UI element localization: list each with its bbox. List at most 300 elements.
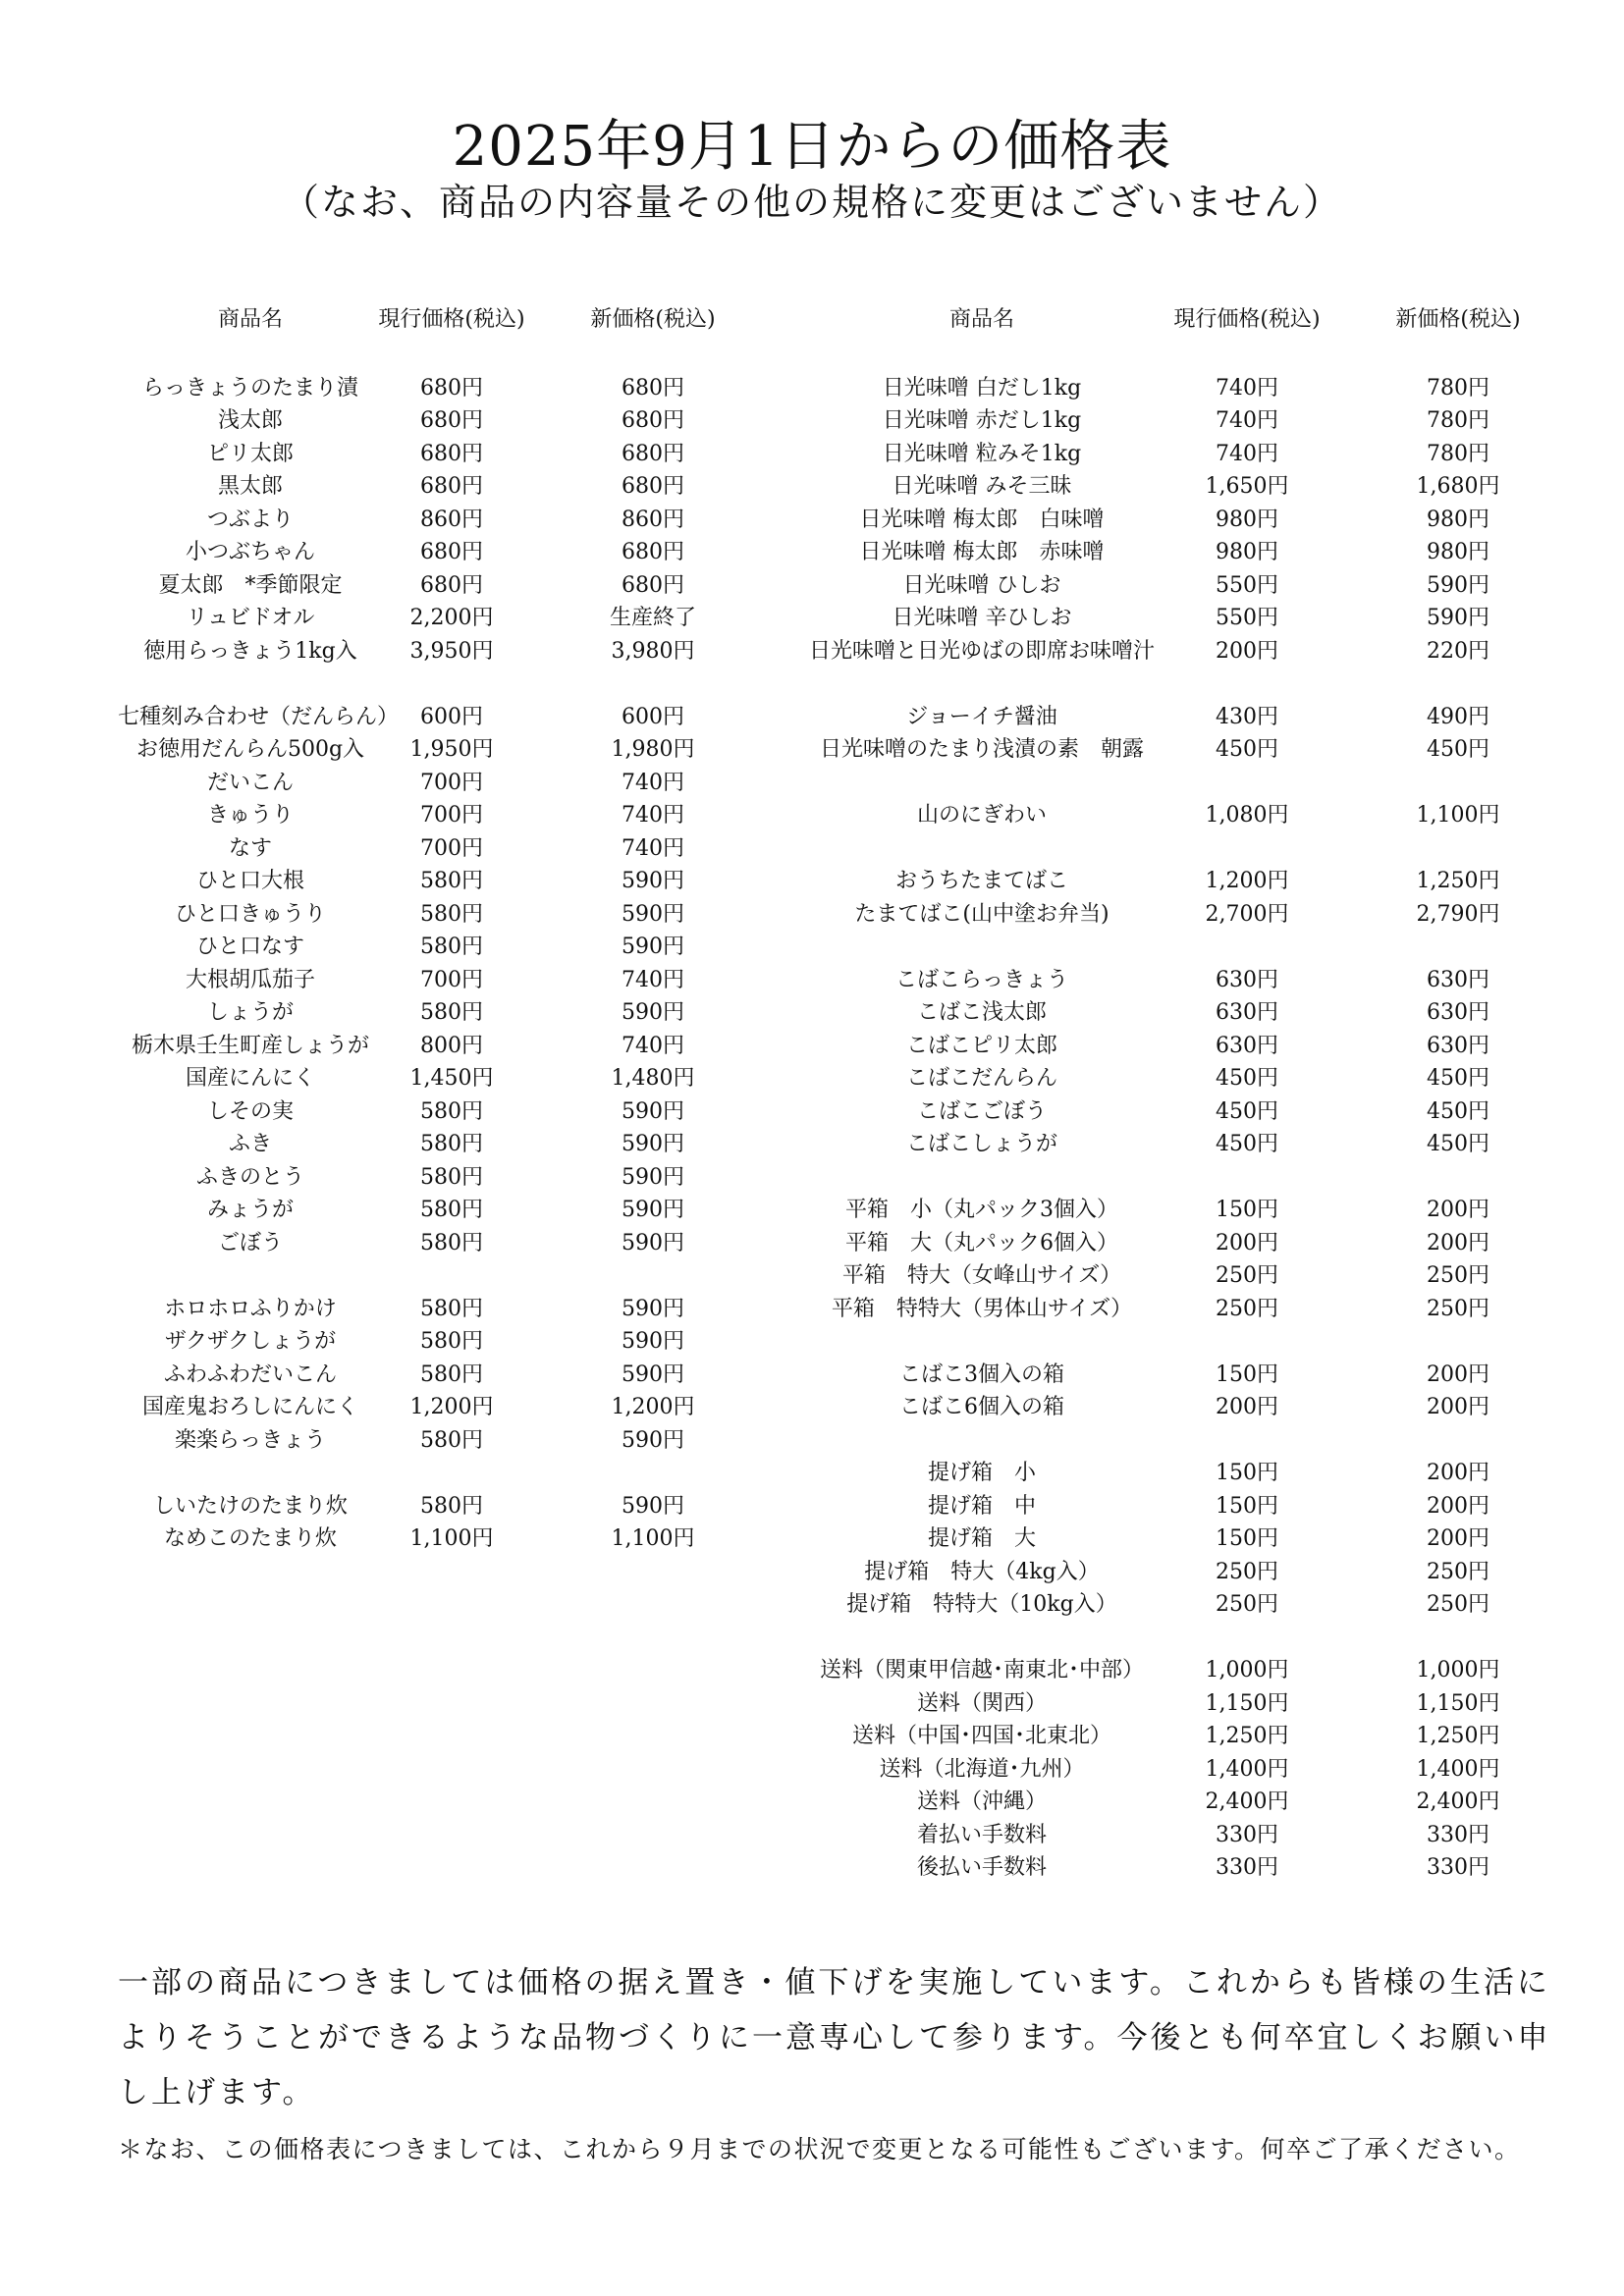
- new-price: 630円: [1427, 967, 1489, 992]
- product-name: 栃木県壬生町産しょうが: [131, 1033, 369, 1058]
- current-price: 700円: [420, 967, 483, 992]
- new-price: 生産終了: [609, 606, 696, 630]
- table-row: [761, 996, 1527, 1030]
- table-row: [118, 701, 727, 734]
- table-row: [761, 865, 1527, 898]
- new-price: 450円: [1427, 737, 1489, 762]
- header-current-price: 現行価格(税込): [1173, 307, 1321, 332]
- current-price: 680円: [420, 375, 483, 400]
- table-row: [761, 1259, 1527, 1293]
- current-price: 150円: [1216, 1461, 1278, 1485]
- table-row: [761, 1687, 1527, 1721]
- product-name: 日光味噌 ひしお: [902, 572, 1061, 598]
- current-price: 450円: [1216, 1132, 1278, 1156]
- table-row: [761, 536, 1527, 569]
- new-price: 590円: [622, 1230, 684, 1255]
- product-name: つぶより: [206, 507, 294, 532]
- table-row: [761, 1128, 1527, 1161]
- current-price: 700円: [420, 770, 483, 795]
- table-spacer: [761, 1424, 1527, 1458]
- new-price: 200円: [1427, 1461, 1489, 1485]
- current-price: 250円: [1216, 1296, 1278, 1321]
- product-name: 提げ箱 中: [927, 1493, 1036, 1519]
- table-row: [118, 1227, 727, 1260]
- new-price: 590円: [622, 1329, 684, 1354]
- product-name: みょうが: [206, 1198, 294, 1222]
- new-price: 330円: [1427, 1855, 1489, 1880]
- product-name: 提げ箱 大: [927, 1526, 1036, 1551]
- table-row: [118, 404, 727, 438]
- new-price: 1,400円: [1416, 1756, 1500, 1782]
- table-row: [761, 1522, 1527, 1556]
- current-price: 580円: [420, 1296, 483, 1321]
- table-row: [118, 1161, 727, 1195]
- new-price: 630円: [1427, 1033, 1489, 1058]
- product-name: 黒太郎: [217, 474, 283, 499]
- new-price: 590円: [1427, 572, 1489, 598]
- table-row: [761, 1293, 1527, 1326]
- current-price: 1,400円: [1205, 1756, 1289, 1782]
- table-row: [118, 1424, 727, 1458]
- current-price: 1,080円: [1205, 803, 1289, 828]
- new-price: 680円: [622, 474, 684, 499]
- product-name: ひと口きゅうり: [174, 901, 326, 927]
- table-row: [761, 701, 1527, 734]
- table-header: [118, 301, 727, 339]
- current-price: 1,650円: [1205, 474, 1289, 499]
- left-table-body: [118, 339, 727, 1556]
- current-price: 1,200円: [1205, 869, 1289, 893]
- header-new-price: 新価格(税込): [1395, 307, 1521, 332]
- current-price: 700円: [420, 803, 483, 828]
- table-row: [761, 1227, 1527, 1260]
- table-spacer: [118, 1259, 727, 1293]
- current-price: 2,400円: [1205, 1789, 1289, 1814]
- current-price: 680円: [420, 408, 483, 433]
- current-price: 1,250円: [1205, 1724, 1289, 1748]
- table-row: [761, 1391, 1527, 1424]
- new-price: 980円: [1427, 540, 1489, 564]
- product-name: 七種刻み合わせ（だんらん）: [118, 704, 400, 729]
- current-price: 680円: [420, 540, 483, 564]
- product-name: 提げ箱 特特大（10kg入）: [846, 1592, 1117, 1617]
- product-name: 日光味噌 赤だし1kg: [882, 408, 1082, 433]
- current-price: 330円: [1216, 1822, 1278, 1847]
- table-row: [118, 1325, 727, 1359]
- table-row: [118, 865, 727, 898]
- new-price: 780円: [1427, 441, 1489, 466]
- current-price: 700円: [420, 835, 483, 861]
- product-name: 送料（沖縄）: [916, 1789, 1047, 1814]
- notice-paragraph: 一部の商品につきましては価格の据え置き・値下げを実施しています。これからも皆様の生活によりそうことができるような品物づくりに一意専心して参ります。今後とも何卒宜しくお願い申し上げます。: [118, 1965, 1551, 2110]
- current-price: 580円: [420, 1427, 483, 1453]
- table-spacer: [761, 667, 1527, 701]
- product-name: ふきのとう: [195, 1164, 304, 1190]
- table-spacer: [761, 832, 1527, 866]
- product-name: なめこのたまり炊: [163, 1526, 337, 1551]
- new-price: 680円: [622, 408, 684, 433]
- product-name: らっきょうのたまり漬: [141, 375, 358, 400]
- product-name: 送料（関東甲信越･南東北･中部）: [819, 1658, 1144, 1682]
- table-row: [761, 1654, 1527, 1687]
- new-price: 250円: [1427, 1592, 1489, 1617]
- product-name: 徳用らっきょう1kg入: [143, 638, 357, 664]
- product-name: 国産にんにく: [185, 1066, 315, 1091]
- product-name: お徳用だんらん500g入: [135, 737, 365, 762]
- current-price: 250円: [1216, 1592, 1278, 1617]
- new-price: 220円: [1427, 638, 1489, 664]
- current-price: 200円: [1216, 638, 1278, 664]
- table-spacer: [761, 1325, 1527, 1359]
- product-name: ふき: [228, 1132, 272, 1156]
- new-price: 590円: [622, 1493, 684, 1519]
- current-price: 430円: [1216, 704, 1278, 729]
- new-price: 490円: [1427, 704, 1489, 729]
- table-row: [118, 1391, 727, 1424]
- table-row: [761, 1819, 1527, 1852]
- current-price: 3,950円: [409, 638, 494, 664]
- product-name: リュビドオル: [186, 606, 315, 630]
- table-row: [118, 536, 727, 569]
- table-row: [761, 569, 1527, 603]
- product-name: しいたけのたまり炊: [152, 1493, 348, 1519]
- new-price: 630円: [1427, 1000, 1489, 1025]
- current-price: 980円: [1216, 507, 1278, 532]
- current-price: 580円: [420, 1362, 483, 1387]
- product-name: こばこごぼう: [916, 1098, 1047, 1124]
- product-name: たまてばこ(山中塗お弁当): [854, 901, 1110, 927]
- current-price: 1,450円: [409, 1066, 494, 1091]
- table-row: [118, 799, 727, 832]
- table-spacer: [118, 1457, 727, 1490]
- table-spacer: [118, 667, 727, 701]
- new-price: 1,250円: [1416, 869, 1500, 893]
- table-row: [761, 1095, 1527, 1129]
- new-price: 590円: [622, 1000, 684, 1025]
- current-price: 150円: [1216, 1198, 1278, 1222]
- table-spacer: [761, 1622, 1527, 1655]
- new-price: 200円: [1427, 1493, 1489, 1519]
- product-name: おうちたまてばこ: [894, 869, 1068, 893]
- table-row: [118, 635, 727, 668]
- table-header: [761, 301, 1527, 339]
- new-price: 740円: [622, 835, 684, 861]
- current-price: 630円: [1216, 967, 1278, 992]
- product-name: 日光味噌 みそ三昧: [892, 474, 1072, 499]
- table-row: [761, 1194, 1527, 1227]
- table-row: [761, 1030, 1527, 1063]
- product-name: 日光味噌 梅太郎 赤味噌: [859, 540, 1105, 564]
- new-price: 200円: [1427, 1230, 1489, 1255]
- current-price: 150円: [1216, 1493, 1278, 1519]
- new-price: 680円: [622, 572, 684, 598]
- header-new-price: 新価格(税込): [590, 307, 716, 332]
- current-price: 630円: [1216, 1033, 1278, 1058]
- product-name: きゅうり: [206, 803, 294, 828]
- table-row: [761, 799, 1527, 832]
- current-price: 2,200円: [409, 606, 494, 630]
- table-row: [118, 569, 727, 603]
- new-price: 590円: [622, 1198, 684, 1222]
- table-row: [761, 404, 1527, 438]
- current-price: 200円: [1216, 1230, 1278, 1255]
- new-price: 680円: [622, 540, 684, 564]
- table-row: [118, 832, 727, 866]
- new-price: 590円: [622, 1098, 684, 1124]
- product-name: 平箱 特特大（男体山サイズ）: [831, 1296, 1133, 1321]
- table-row: [761, 1062, 1527, 1095]
- product-name: こばこ6個入の箱: [899, 1395, 1064, 1419]
- new-price: 780円: [1427, 408, 1489, 433]
- new-price: 1,980円: [611, 737, 695, 762]
- table-row: [761, 1359, 1527, 1392]
- product-name: 平箱 大（丸パック6個入）: [845, 1230, 1118, 1255]
- product-name: ひと口大根: [195, 869, 304, 893]
- product-name: 提げ箱 特大（4kg入）: [864, 1559, 1100, 1584]
- current-price: 800円: [420, 1033, 483, 1058]
- current-price: 2,700円: [1205, 901, 1289, 927]
- product-name: だいこん: [206, 770, 294, 795]
- new-price: 590円: [622, 1164, 684, 1190]
- table-spacer: [761, 339, 1527, 372]
- product-name: 送料（関西）: [916, 1690, 1047, 1716]
- product-name: 着払い手数料: [916, 1822, 1047, 1847]
- product-name: 日光味噌 白だし1kg: [882, 375, 1082, 400]
- table-row: [761, 964, 1527, 997]
- new-price: 590円: [622, 934, 684, 959]
- table-row: [761, 1720, 1527, 1753]
- table-row: [761, 1786, 1527, 1819]
- product-name: 平箱 特大（女峰山サイズ）: [841, 1263, 1122, 1288]
- new-price: 250円: [1427, 1559, 1489, 1584]
- current-price: 550円: [1216, 606, 1278, 630]
- table-row: [118, 931, 727, 964]
- product-name: 日光味噌 梅太郎 白味噌: [859, 507, 1105, 532]
- table-row: [118, 438, 727, 471]
- footnote: ＊なお、この価格表につきましては、これから９月までの状況で変更となる可能性もございます。何卒ご了承ください。: [118, 2135, 1521, 2163]
- table-spacer: [761, 767, 1527, 800]
- table-row: [761, 1490, 1527, 1523]
- product-name: ホロホロふりかけ: [164, 1296, 337, 1321]
- right-price-table: [761, 301, 1527, 1885]
- new-price: 200円: [1427, 1362, 1489, 1387]
- product-name: 浅太郎: [217, 408, 283, 433]
- new-price: 1,100円: [611, 1526, 695, 1551]
- table-row: [761, 504, 1527, 537]
- new-price: 200円: [1427, 1526, 1489, 1551]
- current-price: 680円: [420, 441, 483, 466]
- current-price: 450円: [1216, 1066, 1278, 1091]
- product-name: ふわふわだいこん: [163, 1362, 337, 1387]
- current-price: 580円: [420, 934, 483, 959]
- table-row: [761, 1457, 1527, 1490]
- header-name: 商品名: [217, 307, 283, 332]
- product-name: 送料（中国･四国･北東北）: [851, 1724, 1111, 1748]
- product-name: 後払い手数料: [916, 1855, 1047, 1880]
- current-price: 860円: [420, 507, 483, 532]
- table-row: [761, 470, 1527, 504]
- product-name: ピリ太郎: [206, 441, 294, 466]
- table-row: [118, 996, 727, 1030]
- table-row: [118, 372, 727, 405]
- current-price: 580円: [420, 1164, 483, 1190]
- product-name: こばこらっきょう: [894, 967, 1068, 992]
- table-row: [118, 964, 727, 997]
- table-row: [118, 1359, 727, 1392]
- table-row: [118, 767, 727, 800]
- table-row: [118, 1293, 727, 1326]
- table-row: [118, 602, 727, 635]
- product-name: ジョーイチ醤油: [906, 704, 1057, 729]
- product-name: ごぼう: [217, 1230, 283, 1255]
- current-price: 150円: [1216, 1362, 1278, 1387]
- product-name: 日光味噌 粒みそ1kg: [882, 441, 1082, 466]
- new-price: 250円: [1427, 1263, 1489, 1288]
- product-name: 日光味噌 辛ひしお: [892, 606, 1072, 630]
- table-row: [761, 372, 1527, 405]
- new-price: 780円: [1427, 375, 1489, 400]
- left-price-table: [118, 301, 727, 1556]
- new-price: 1,680円: [1416, 474, 1500, 499]
- current-price: 980円: [1216, 540, 1278, 564]
- table-row: [118, 1128, 727, 1161]
- product-name: しその実: [206, 1098, 294, 1124]
- current-price: 580円: [420, 1493, 483, 1519]
- current-price: 250円: [1216, 1263, 1278, 1288]
- table-row: [118, 1030, 727, 1063]
- new-price: 590円: [622, 1132, 684, 1156]
- table-row: [761, 1556, 1527, 1589]
- new-price: 2,400円: [1416, 1789, 1500, 1814]
- table-row: [118, 733, 727, 767]
- header-current-price: 現行価格(税込): [378, 307, 525, 332]
- new-price: 740円: [622, 967, 684, 992]
- table-row: [118, 898, 727, 932]
- table-row: [761, 602, 1527, 635]
- current-price: 1,100円: [409, 1526, 494, 1551]
- current-price: 630円: [1216, 1000, 1278, 1025]
- table-spacer: [118, 339, 727, 372]
- new-price: 1,000円: [1416, 1658, 1500, 1682]
- product-name: こばこしょうが: [905, 1132, 1057, 1156]
- table-row: [118, 1095, 727, 1129]
- page-subtitle: （なお、商品の内容量その他の規格に変更はございません）: [281, 181, 1342, 224]
- product-name: 送料（北海道･九州）: [879, 1756, 1085, 1782]
- new-price: 1,100円: [1416, 803, 1500, 828]
- product-name: 山のにぎわい: [916, 803, 1047, 828]
- current-price: 580円: [420, 1132, 483, 1156]
- header-name: 商品名: [948, 307, 1014, 332]
- current-price: 580円: [420, 1098, 483, 1124]
- new-price: 590円: [622, 1427, 684, 1453]
- table-row: [761, 898, 1527, 932]
- current-price: 330円: [1216, 1855, 1278, 1880]
- current-price: 1,000円: [1205, 1658, 1289, 1682]
- new-price: 3,980円: [611, 638, 695, 664]
- new-price: 680円: [622, 441, 684, 466]
- new-price: 600円: [622, 704, 684, 729]
- current-price: 1,950円: [409, 737, 494, 762]
- new-price: 740円: [622, 770, 684, 795]
- product-name: ひと口なす: [195, 934, 304, 959]
- product-name: こばこ3個入の箱: [899, 1362, 1064, 1387]
- current-price: 580円: [420, 1198, 483, 1222]
- new-price: 590円: [1427, 606, 1489, 630]
- product-name: 日光味噌と日光ゆばの即席お味噌汁: [808, 638, 1155, 664]
- product-name: ザクザクしょうが: [164, 1329, 337, 1354]
- new-price: 1,200円: [611, 1395, 695, 1419]
- current-price: 680円: [420, 572, 483, 598]
- new-price: 1,480円: [611, 1066, 695, 1091]
- new-price: 450円: [1427, 1066, 1489, 1091]
- new-price: 860円: [622, 507, 684, 532]
- table-row: [761, 1753, 1527, 1787]
- product-name: 平箱 小（丸パック3個入）: [845, 1198, 1118, 1222]
- table-row: [118, 1490, 727, 1523]
- new-price: 980円: [1427, 507, 1489, 532]
- product-name: こばこだんらん: [905, 1066, 1057, 1091]
- current-price: 250円: [1216, 1559, 1278, 1584]
- table-spacer: [761, 1161, 1527, 1195]
- table-row: [761, 438, 1527, 471]
- right-table-body: [761, 339, 1527, 1885]
- table-row: [761, 1851, 1527, 1885]
- new-price: 740円: [622, 1033, 684, 1058]
- current-price: 550円: [1216, 572, 1278, 598]
- table-spacer: [761, 931, 1527, 964]
- new-price: 200円: [1427, 1395, 1489, 1419]
- product-name: なす: [228, 835, 272, 861]
- new-price: 590円: [622, 869, 684, 893]
- product-name: 提げ箱 小: [927, 1461, 1036, 1485]
- page-title: 2025年9月1日からの価格表: [452, 115, 1172, 179]
- product-name: 小つぶちゃん: [185, 540, 315, 564]
- current-price: 600円: [420, 704, 483, 729]
- new-price: 1,250円: [1416, 1724, 1500, 1748]
- new-price: 680円: [622, 375, 684, 400]
- new-price: 1,150円: [1416, 1690, 1500, 1716]
- product-name: 大根胡瓜茄子: [185, 967, 315, 992]
- table-row: [761, 635, 1527, 668]
- new-price: 330円: [1427, 1822, 1489, 1847]
- product-name: 国産鬼おろしにんにく: [141, 1395, 358, 1419]
- current-price: 1,150円: [1205, 1690, 1289, 1716]
- current-price: 150円: [1216, 1526, 1278, 1551]
- product-name: こばこ浅太郎: [916, 1000, 1047, 1025]
- product-name: 夏太郎 *季節限定: [158, 572, 343, 598]
- current-price: 580円: [420, 869, 483, 893]
- product-name: こばこピリ太郎: [905, 1033, 1057, 1058]
- current-price: 450円: [1216, 737, 1278, 762]
- new-price: 2,790円: [1416, 901, 1500, 927]
- new-price: 740円: [622, 803, 684, 828]
- new-price: 250円: [1427, 1296, 1489, 1321]
- current-price: 580円: [420, 1329, 483, 1354]
- table-row: [761, 1588, 1527, 1622]
- current-price: 740円: [1216, 441, 1278, 466]
- table-row: [118, 1194, 727, 1227]
- product-name: 日光味噌のたまり浅漬の素 朝露: [819, 737, 1144, 762]
- new-price: 450円: [1427, 1132, 1489, 1156]
- product-name: 楽楽らっきょう: [174, 1427, 326, 1453]
- current-price: 1,200円: [409, 1395, 494, 1419]
- table-row: [118, 1062, 727, 1095]
- table-row: [118, 504, 727, 537]
- current-price: 740円: [1216, 375, 1278, 400]
- new-price: 590円: [622, 1296, 684, 1321]
- product-name: しょうが: [206, 1000, 294, 1025]
- new-price: 200円: [1427, 1198, 1489, 1222]
